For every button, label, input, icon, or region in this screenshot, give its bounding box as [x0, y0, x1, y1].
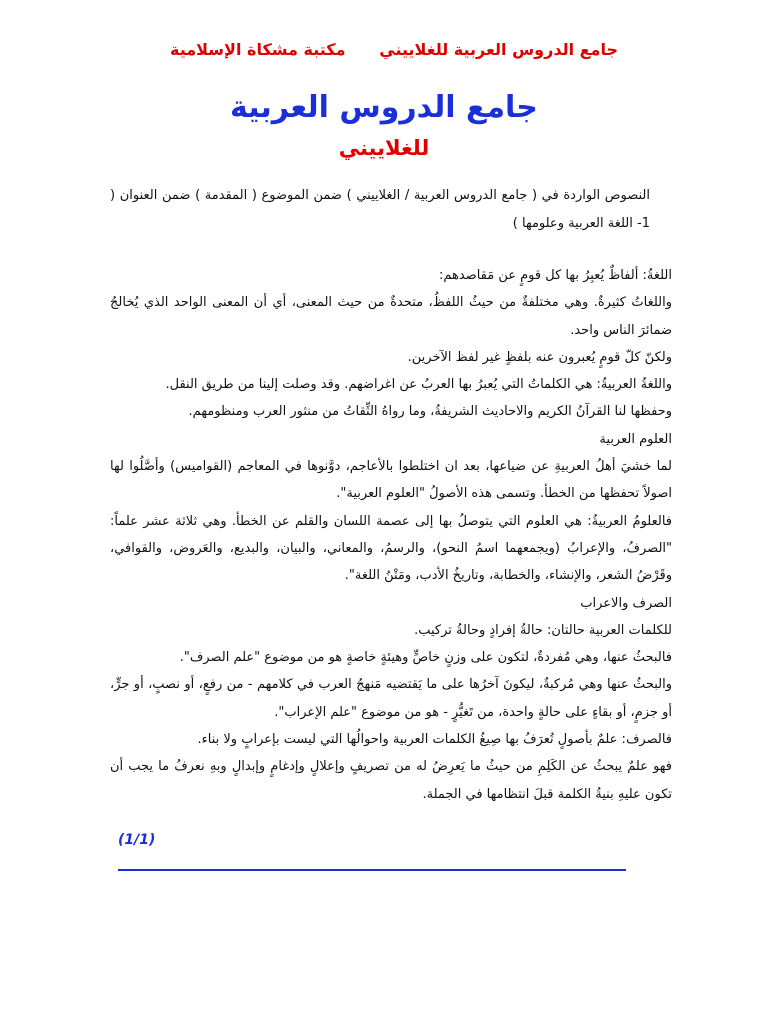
- section-heading: الصرف والاعراب: [580, 595, 672, 611]
- header-book-title: جامع الدروس العربية للغلاييني: [379, 40, 618, 59]
- paragraph: لما خشيَ أهلُ العربيةِ عن ضياعها، بعد ان اختلطوا بالأعاجم، دوَّنوها في المعاجم (القواميس) وأصَّلُوا لها اصولاً تحفظها من الخطأ. وتسمى هذه الأصولُ "العلوم العربية".: [110, 459, 672, 502]
- page-title: جامع الدروس العربية: [230, 90, 538, 125]
- paragraph: واللغةُ العربيةُ: هي الكلماتُ التي يُعبرُ بها العربُ عن اغراضهم. وقد وصلت إلينا من طريق النقل.: [165, 377, 672, 393]
- body-text: [110, 262, 672, 808]
- paragraph: فالبحثُ عنها، وهي مُفردةٌ، لتكون على وزنٍ خاصٍّ وهيئةٍ خاصةٍ هو من موضوع "علم الصرف".: [179, 650, 672, 666]
- intro-text: النصوص الواردة في ( جامع الدروس العربية / الغلاييني ) ضمن الموضوع ( المقدمة ) ضمن العنوان ( 1- اللغة العربية وعلومها ): [110, 188, 650, 231]
- paragraph: ولكنّ كلّ قومٍ يُعبرون عنه بلفظٍ غير لفظ الآخرين.: [407, 349, 672, 365]
- paragraph: للكلمات العربية حالتان: حالةُ إفرادٍ وحالةُ تركيب.: [414, 622, 672, 638]
- header-library-name: مكتبة مشكاة الإسلامية: [170, 40, 346, 59]
- paragraph: وحفظها لنا القرآنُ الكريم والاحاديث الشريفةُ، وما رواهُ الثِّقاتُ من منثور العرب ومنظومهم.: [188, 404, 672, 420]
- footer-divider: [118, 869, 626, 871]
- page-number: (1/1): [118, 832, 156, 848]
- paragraph: واللغاتُ كثيرةٌ. وهي مختلفةٌ من حيثُ اللفظُ، متحدةٌ من حيث المعنى، أي أن المعنى الواحد الذي يُخالجُ ضمائرَ الناس واحد.: [110, 295, 672, 338]
- paragraph: فالعلومُ العربيةُ: هي العلوم التي يتوصلُ بها إلى عصمة اللسان والقلم عن الخطأ. وهي ثلاثة عشر علماً: "الصرفُ، والإعرابُ (ويجمعهما اسمُ النحو)، والرسمُ، والمعاني، والبيان، والبديع، والعَروض، والقوافي، وقَرْضُ الشعر، والإنشاء، والخطابة، وتاريخُ الأدب، ومَتْنُ اللغة".: [110, 513, 672, 584]
- paragraph: اللغةُ: ألفاظٌ يُعبِرُ بها كل قومٍ عن مَقاصدهم:: [438, 268, 672, 283]
- paragraph: فهو علمٌ يبحثُ عن الكَلِمِ من حيثُ ما يَعرِضُ له من تصريفٍ وإعلالٍ وإدغامٍ وإبدالٍ وبهِ نعرفُ ما يجب أن تكون عليهِ بنيةُ الكلمة قبلَ انتظامها في الجملة.: [110, 759, 672, 802]
- section-heading: العلوم العربية: [599, 431, 672, 447]
- page-subtitle: للغلاييني: [338, 136, 430, 160]
- paragraph: فالصرف: علمٌ بأصولٍ تُعرَفُ بها صِيغُ الكلمات العربية واحوالُها التي ليست بإعرابٍ ولا بناء.: [197, 732, 672, 748]
- paragraph: والبحثُ عنها وهي مُركبةٌ، ليكونَ آخرُها على ما يَقتضيه مَنهجُ العرب في كلامهم - من رفعٍ، أو نصبٍ، أو جرٍّ، أو جزمٍ، أو بقاءٍ على حالةٍ واحدة، من تَغيُّرٍ - هو من موضوع "علم الإعراب".: [110, 677, 672, 720]
